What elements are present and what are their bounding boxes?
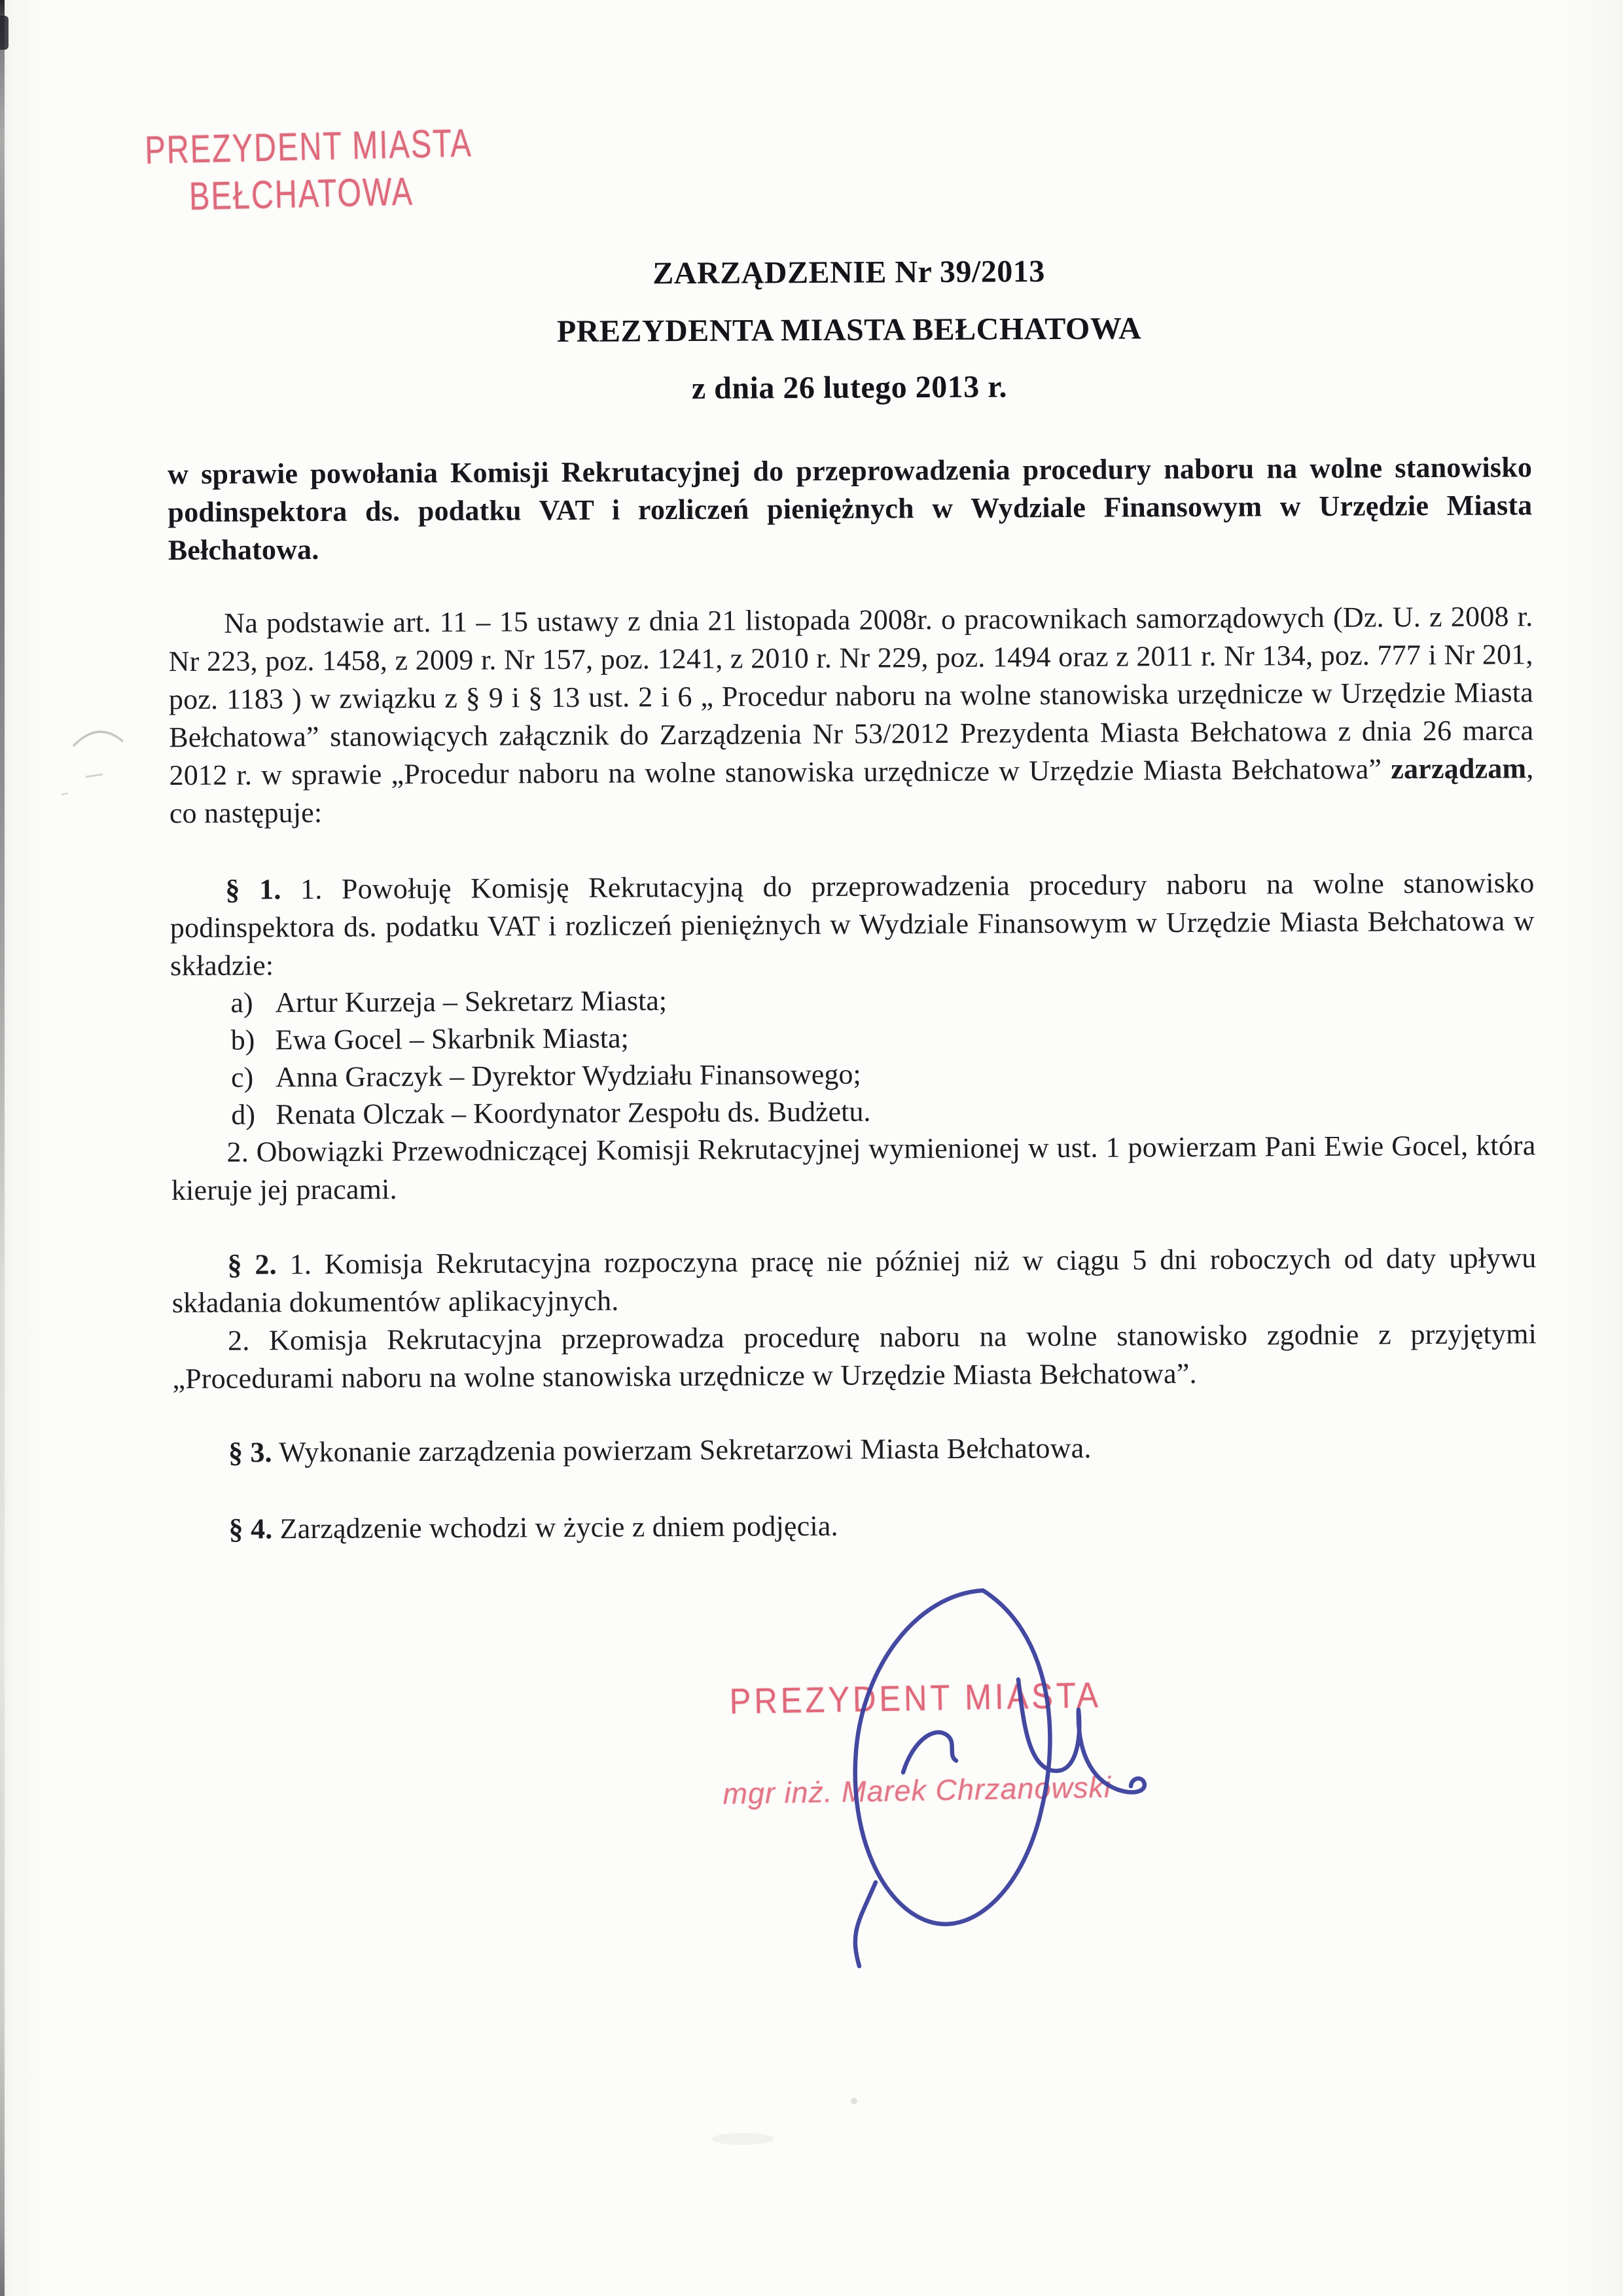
member-name-role: Artur Kurzeja – Sekretarz Miasta; (275, 984, 668, 1019)
title-ordinance-number: ZARZĄDZENIE Nr 39/2013 (652, 254, 1045, 291)
header-stamp-line1: PREZYDENT MIASTA (144, 120, 473, 172)
title-date: z dnia 26 lutego 2013 r. (691, 369, 1008, 406)
section-2-marker: § 2. (227, 1248, 277, 1281)
legal-basis-emphasis: zarządzam (1391, 752, 1527, 785)
section-2-point-2: 2. Komisja Rekrutacyjna przeprowadza procedurę naboru na wolne stanowisko zgodnie z przyjętymi „Procedurami naboru na wolne stanowiska urzędnicze w Urzędzie Miasta Bełchatowa”. (172, 1318, 1537, 1395)
member-label: b) (230, 1024, 255, 1056)
section-4-marker: § 4. (228, 1513, 273, 1545)
signature-stamp-name: mgr inż. Marek Chrzanowski (722, 1770, 1112, 1811)
section-3 (173, 1427, 1537, 1472)
subject-paragraph: w sprawie powołania Komisji Rekrutacyjnej do przeprowadzenia procedury naboru na wolne stanowisko podinspektora ds. podatku VAT i rozliczeń pieniężnych w Wydziale Finansowym w Urzędzie Miasta Bełchatowa. (168, 451, 1533, 567)
section-2-point-1 (171, 1239, 1537, 1322)
member-name-role: Renata Olczak – Koordynator Zespołu ds. Budżetu. (276, 1095, 871, 1131)
section-3-marker: § 3. (228, 1436, 272, 1469)
legal-basis-closing: , co następuje: (169, 752, 1534, 830)
section-3-text: Wykonanie zarządzenia powierzam Sekretarzowi Miasta Bełchatowa. (272, 1431, 1092, 1469)
member-label: c) (230, 1061, 254, 1094)
section-2-point-1-text: 1. Komisja Rekrutacyjna rozpoczyna pracę nie później niż w ciągu 5 dni roboczych od daty upływu składania dokumentów aplikacyjnych. (171, 1242, 1537, 1319)
section-1-intro-text: 1. Powołuję Komisję Rekrutacyjną do przeprowadzenia procedury naboru na wolne stanowisko podinspektora ds. podatku VAT i rozliczeń pieniężnych w Wydziale Finansowym w Urzędzie Miasta Bełchatowa w składzie: (169, 867, 1535, 982)
header-stamp-line2: BEŁCHATOWA (188, 168, 414, 219)
title-issuer: PREZYDENTA MIASTA BEŁCHATOWA (556, 311, 1142, 350)
member-name-role: Ewa Gocel – Skarbnik Miasta; (275, 1022, 629, 1056)
legal-basis-paragraph (168, 598, 1534, 833)
signature-stamp (673, 1674, 1159, 1812)
document-title (166, 240, 1531, 420)
member-label: d) (231, 1098, 256, 1131)
member-label: a) (230, 986, 253, 1019)
section-4-text: Zarządzenie wchodzi w życie z dniem podjęcia. (272, 1509, 838, 1545)
section-1-intro (169, 864, 1535, 985)
signature-stamp-title: PREZYDENT MIASTA (729, 1676, 1102, 1722)
section-1-point-2: 2. Obowiązki Przewodniczącej Komisji Rekrutacyjnej wymienionej w ust. 1 powierzam Pani Ewie Gocel, która kieruje jej pracami. (171, 1129, 1536, 1207)
legal-basis-text: Na podstawie art. 11 – 15 ustawy z dnia 21 listopada 2008r. o pracownikach samorządowych (Dz. U. z 2008 r. Nr 223, poz. 1458, z 2009 r. Nr 157, poz. 1241, z 2010 r. Nr 229, poz. 1494 oraz z 2011 r. Nr 134, poz. 777 i Nr 201, poz. 1183 ) w związku z § 9 i § 13 ust. 2 i 6 „ Procedur naboru na wolne stanowiska urzędnicze w Urzędzie Miasta Bełchatowa” stanowiących załącznik do Zarządzenia Nr 53/2012 Prezydenta Miasta Bełchatowa z dnia 26 marca 2012 r. w sprawie „Procedur naboru na wolne stanowiska urzędnicze w Urzędzie Miasta Bełchatowa” (168, 600, 1534, 792)
section-1-marker: § 1. (225, 873, 281, 906)
committee-member-list (170, 977, 1535, 1134)
member-name-role: Anna Graczyk – Dyrektor Wydziału Finansowego; (275, 1058, 861, 1094)
section-4 (173, 1503, 1537, 1549)
